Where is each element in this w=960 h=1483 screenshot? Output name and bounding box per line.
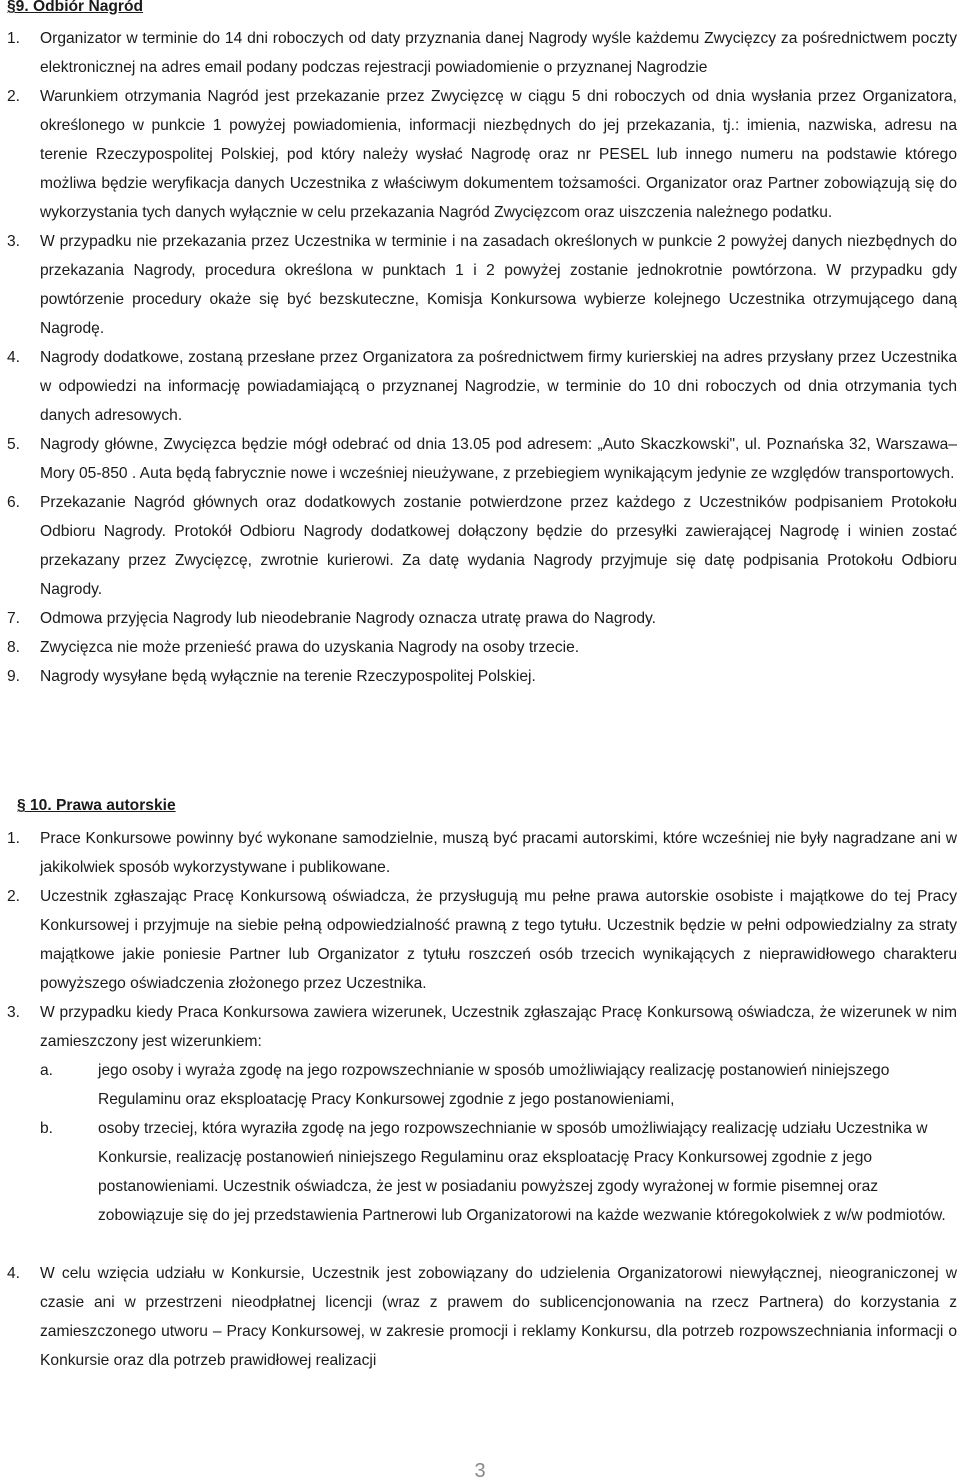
item-number: 3. bbox=[7, 1004, 21, 1021]
list-item bbox=[7, 343, 957, 430]
item-text: Uczestnik zgłaszając Pracę Konkursową oświadcza, że przysługują mu pełne prawa autorskie osobiste i majątkowe do tej Pracy Konkursowej i przyjmuje na siebie pełną odpowiedzialność prawną z tego tytułu. Uczestnik będzie w pełni odpowiedzialny za straty majątkowe jakie poniesie Partner lub Organizator z tytułu roszczeń osób trzecich wynikających z nieprawidłowego charakteru powyższego oświadczenia złożonego przez Uczestnika. bbox=[40, 888, 957, 992]
list-item bbox=[7, 24, 957, 82]
item-text: Zwycięzca nie może przenieść prawa do uzyskania Nagrody na osoby trzecie. bbox=[40, 639, 580, 656]
item-text: Nagrody wysyłane będą wyłącznie na terenie Rzeczypospolitej Polskiej. bbox=[40, 668, 536, 685]
page-number: 3 bbox=[474, 1460, 486, 1482]
list-item bbox=[7, 227, 957, 343]
spacer bbox=[7, 1230, 957, 1259]
list-item bbox=[7, 488, 957, 604]
item-number: 5. bbox=[7, 436, 21, 453]
item-number: 7. bbox=[7, 610, 21, 627]
item-number: 3. bbox=[7, 233, 21, 250]
sub-item-text: osoby trzeciej, która wyraziła zgodę na jego rozpowszechnianie w sposób umożliwiający realizację udziału Uczestnika w Konkursie, realizację postanowień niniejszego Regulaminu oraz eksploatację Pracy Konkursowej zgodnie z jego postanowieniami. Uczestnik oświadcza, że jest w posiadaniu powyższej zgody wyrażonej w formie pisemnej oraz zobowiązuje się do jej przedstawienia Partnerowi lub Organizatorowi na każde wezwanie któregokolwiek z w/w podmiotów. bbox=[98, 1120, 946, 1224]
section-10-list bbox=[7, 824, 957, 1375]
section-9-heading: §9. Odbiór Nagród bbox=[7, 0, 144, 15]
list-item bbox=[7, 824, 957, 882]
list-item bbox=[7, 82, 957, 227]
list-item bbox=[7, 662, 957, 691]
item-text: Przekazanie Nagród głównych oraz dodatkowych zostanie potwierdzone przez każdego z Uczestników podpisaniem Protokołu Odbioru Nagrody. Protokół Odbioru Nagrody dodatkowej dołączony będzie do przesyłki zawierającej Nagrodę i winien zostać przekazany przez Zwycięzcę, zwrotnie kurierowi. Za datę wydania Nagrody przyjmuje się datę podpisania Protokołu Odbioru Nagrody. bbox=[40, 494, 957, 598]
item-text: Organizator w terminie do 14 dni roboczych od daty przyznania danej Nagrody wyśle każdemu Zwycięzcy za pośrednictwem poczty elektronicznej na adres email podany podczas rejestracji powiadomienie o przyznanej Nagrodzie bbox=[40, 30, 957, 76]
item-text: W przypadku nie przekazania przez Uczestnika w terminie i na zasadach określonych w punkcie 2 powyżej danych niezbędnych do przekazania Nagrody, procedura określona w punktach 1 i 2 powyżej zostanie jednokrotnie powtórzona. W przypadku gdy powtórzenie procedury okaże się być bezskuteczne, Komisja Konkursowa wybierze kolejnego Uczestnika otrzymującego daną Nagrodę. bbox=[40, 233, 957, 337]
item-text: Warunkiem otrzymania Nagród jest przekazanie przez Zwycięzcę w ciągu 5 dni roboczych od dnia wysłania przez Organizatora, określonego w punkcie 1 powyżej powiadomienia, informacji niezbędnych do jej przekazania, tj.: imienia, nazwiska, adresu na terenie Rzeczypospolitej Polskiej, pod który należy wysłać Nagrodę oraz nr PESEL lub innego numeru na podstawie którego możliwa będzie weryfikacja danych Uczestnika z właściwym dokumentem tożsamości. Organizator oraz Partner zobowiązują się do wykorzystania tych danych wyłącznie w celu przekazania Nagród Zwycięzcom oraz uiszczenia należnego podatku. bbox=[40, 88, 957, 221]
sub-list-item bbox=[7, 1114, 957, 1230]
item-text: W celu wzięcia udziału w Konkursie, Uczestnik jest zobowiązany do udzielenia Organizatorowi niewyłącznej, nieograniczonej w czasie ani w przestrzeni nieodpłatnej licencji (wraz z prawem do sublicencjonowania na rzecz Partnera) do korzystania z zamieszczonego utworu – Pracy Konkursowej, w zakresie promocji i reklamy Konkursu, dla potrzeb rozpowszechniania informacji o Konkursie oraz dla potrzeb prawidłowej realizacji bbox=[40, 1265, 957, 1369]
list-item bbox=[7, 998, 957, 1056]
sub-list-item bbox=[7, 1056, 957, 1114]
item-number: 4. bbox=[7, 1265, 21, 1282]
item-text: Nagrody główne, Zwycięzca będzie mógł odebrać od dnia 13.05 pod adresem: „Auto Skaczkowski", ul. Poznańska 32, Warszawa– Mory 05-850 . Auta będą fabrycznie nowe i wcześniej nieużywane, z przebiegiem wynikającym jedynie ze względów transportowych. bbox=[40, 436, 957, 482]
item-text: Nagrody dodatkowe, zostaną przesłane przez Organizatora za pośrednictwem firmy kurierskiej na adres przysłany przez Uczestnika w odpowiedzi na informację powiadamiającą o przyznanej Nagrodzie, w terminie do 10 dni roboczych od dnia otrzymania tych danych adresowych. bbox=[40, 349, 957, 424]
list-item bbox=[7, 1259, 957, 1375]
item-number: 2. bbox=[7, 88, 21, 105]
item-number: 1. bbox=[7, 830, 21, 847]
sub-item-letter: b. bbox=[40, 1120, 54, 1137]
section-10-heading: § 10. Prawa autorskie bbox=[17, 797, 176, 814]
list-item bbox=[7, 633, 957, 662]
item-number: 6. bbox=[7, 494, 21, 511]
item-number: 9. bbox=[7, 668, 21, 685]
item-text: W przypadku kiedy Praca Konkursowa zawiera wizerunek, Uczestnik zgłaszając Pracę Konkursową oświadcza, że wizerunek w nim zamieszczony jest wizerunkiem: bbox=[40, 1004, 957, 1050]
list-item bbox=[7, 882, 957, 998]
item-text: Prace Konkursowe powinny być wykonane samodzielnie, muszą być pracami autorskimi, które wcześniej nie były nagradzane ani w jakikolwiek sposób wykorzystywane i publikowane. bbox=[40, 830, 957, 876]
item-number: 8. bbox=[7, 639, 21, 656]
item-text: Odmowa przyjęcia Nagrody lub nieodebranie Nagrody oznacza utratę prawa do Nagrody. bbox=[40, 610, 657, 627]
item-number: 1. bbox=[7, 30, 21, 47]
item-number: 2. bbox=[7, 888, 21, 905]
list-item bbox=[7, 430, 957, 488]
list-item bbox=[7, 604, 957, 633]
sub-item-letter: a. bbox=[40, 1062, 54, 1079]
section-9-list bbox=[7, 24, 957, 691]
sub-item-text: jego osoby i wyraża zgodę na jego rozpowszechnianie w sposób umożliwiający realizację postanowień niniejszego Regulaminu oraz eksploatację Pracy Konkursowej zgodnie z jego postanowieniami, bbox=[98, 1062, 890, 1108]
item-number: 4. bbox=[7, 349, 21, 366]
